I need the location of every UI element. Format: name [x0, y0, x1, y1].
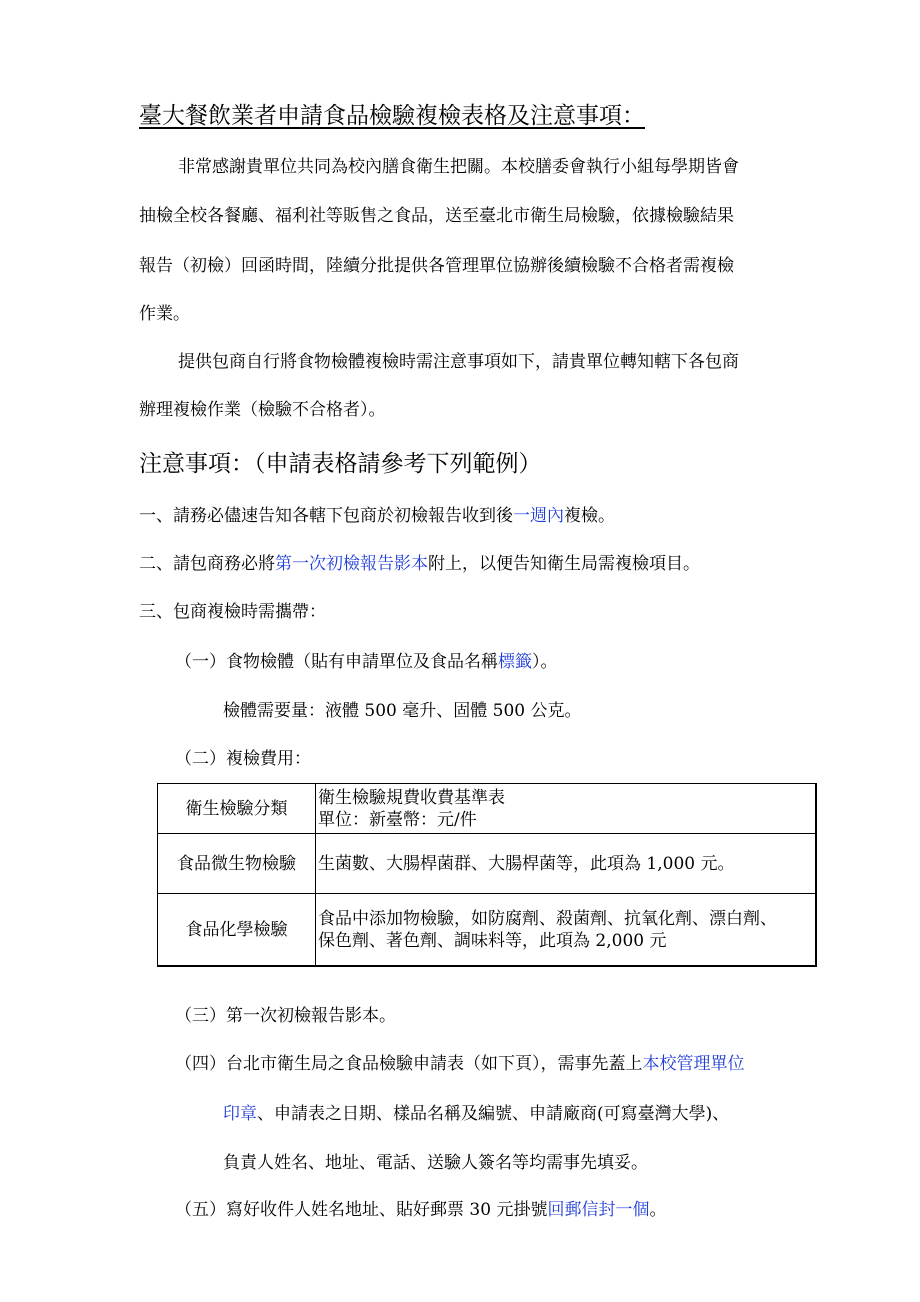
fee-detail-line: 單位：新臺幣：元/件 [318, 809, 477, 830]
sub-item-1-text: （一）食物檢體（貼有申請單位及食品名稱 [175, 652, 498, 672]
note-item-1 [139, 505, 615, 527]
sub-item-4 [175, 1053, 745, 1075]
notes-heading: 注意事項：（申請表格請參考下列範例） [139, 451, 542, 477]
note-item-3: 三、包商複檢時需攜帶： [139, 602, 326, 622]
fee-detail-cell [316, 894, 817, 967]
fee-detail-line: 衛生檢驗規費收費基準表 [318, 787, 505, 808]
sub-item-4-line-2 [223, 1103, 729, 1125]
sub-item-4-text: （四）台北市衛生局之食品檢驗申請表（如下頁），需事先蓋上 [175, 1054, 643, 1074]
para2-line-1: 提供包商自行將食物檢體複檢時需注意事項如下，請貴單位轉知轄下各包商 [178, 352, 739, 372]
note-item-1-text: 一、請務必儘速告知各轄下包商於初檢報告收到後 [139, 506, 513, 526]
fee-table [157, 783, 817, 967]
fee-detail-line: 食品中添加物檢驗，如防腐劑、殺菌劑、抗氧化劑、漂白劑、 [318, 908, 777, 929]
sub-item-1-highlight: 標籤 [498, 652, 532, 672]
note-item-1-tail: 複檢。 [564, 506, 615, 526]
fee-category-cell: 食品化學檢驗 [158, 894, 316, 967]
note-item-2-tail: 附上，以便告知衛生局需複檢項目。 [428, 554, 700, 574]
sub-item-3: （三）第一次初檢報告影本。 [175, 1006, 396, 1026]
note-item-2-text: 二、請包商務必將 [139, 554, 275, 574]
table-row [158, 894, 817, 967]
sub-item-1-tail: ）。 [532, 652, 558, 672]
sub-item-1 [175, 651, 558, 673]
note-item-2-highlight: 第一次初檢報告影本 [275, 554, 428, 574]
intro-line-4: 作業。 [139, 304, 190, 324]
table-row [158, 784, 817, 834]
sub-item-5 [175, 1199, 666, 1221]
intro-line-3: 報告（初檢）回函時間，陸續分批提供各管理單位協辦後續檢驗不合格者需複檢 [139, 256, 734, 276]
fee-detail-cell [316, 834, 817, 894]
fee-detail-line: 生菌數、大腸桿菌群、大腸桿菌等，此項為 1,000 元。 [318, 853, 735, 874]
sub-item-5-highlight: 回郵信封一個 [547, 1200, 650, 1220]
note-item-2 [139, 553, 700, 575]
sub-item-4-highlight: 本校管理單位 [642, 1054, 745, 1074]
sub-item-1-detail: 檢體需要量：液體 500 毫升、固體 500 公克。 [223, 701, 582, 721]
note-item-1-highlight: 一週內 [513, 506, 564, 526]
sub-item-4-line-2-text: 、申請表之日期、樣品名稱及編號、申請廠商(可寫臺灣大學)、 [257, 1104, 730, 1124]
fee-category-cell: 衛生檢驗分類 [158, 784, 316, 834]
fee-category-cell: 食品微生物檢驗 [158, 834, 316, 894]
para2-line-2: 辦理複檢作業（檢驗不合格者）。 [139, 400, 386, 420]
table-row [158, 834, 817, 894]
sub-item-5-text: （五）寫好收件人姓名地址、貼好郵票 30 元掛號 [175, 1200, 548, 1220]
intro-line-2: 抽檢全校各餐廳、福利社等販售之食品，送至臺北市衛生局檢驗，依據檢驗結果 [139, 206, 734, 226]
sub-item-4-line-3: 負責人姓名、地址、電話、送驗人簽名等均需事先填妥。 [223, 1153, 648, 1173]
fee-detail-cell [316, 784, 817, 834]
intro-line-1: 非常感謝貴單位共同為校內膳食衛生把關。本校膳委會執行小組每學期皆會 [178, 157, 739, 177]
sub-item-5-tail: 。 [649, 1200, 667, 1220]
fee-detail-line: 保色劑、著色劑、調味料等，此項為 2,000 元 [318, 930, 667, 951]
page-title: 臺大餐飲業者申請食品檢驗複檢表格及注意事項： [139, 103, 645, 129]
sub-item-4-highlight-2: 印章 [223, 1104, 257, 1124]
sub-item-2: （二）複檢費用： [175, 749, 311, 769]
